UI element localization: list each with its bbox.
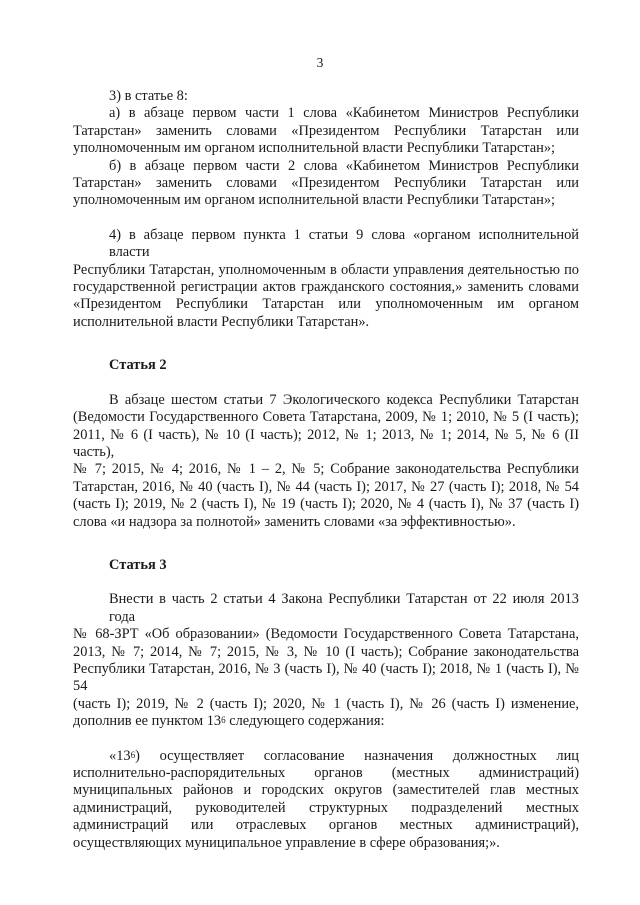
document-body [73, 88, 579, 852]
article-2-line: слова «и надзора за полнотой» заменить словами «за эффективностью». [73, 513, 516, 530]
item-3b-line: Татарстан» заменить словами «Президентом Республики Татарстан или [73, 175, 579, 192]
item-3a-line: Татарстан» заменить словами «Президентом Республики Татарстан или [73, 122, 579, 139]
article-2 [73, 357, 579, 531]
item-4 [73, 227, 579, 331]
item-3a-line: а) в абзаце первом части 1 слова «Кабинетом Министров Республики [109, 105, 579, 122]
article-2-line: (Ведомости Государственного Совета Татарстана, 2009, № 1; 2010, № 5 (I часть); [73, 409, 579, 426]
article-3-line: (часть I); 2019, № 2 (часть I); 2020, № 1 (часть I), № 26 (часть I) изменение, [73, 695, 579, 712]
page-number: 3 [316, 55, 324, 70]
article-3-last-text: дополнив ее пунктом 13 [73, 713, 222, 730]
quote-line: муниципальных районов и городских округов (заместителей глав местных [73, 782, 579, 799]
item-4-line: государственной регистрации актов гражданского состояния,» заменить словами [73, 279, 579, 296]
article-3 [73, 557, 579, 852]
item-3-intro: 3) в статье 8: [109, 88, 188, 104]
article-3-last-tail: следующего содержания: [225, 713, 385, 730]
article-2-heading: Статья 2 [109, 357, 167, 374]
article-2-line: (часть I); 2019, № 2 (часть I), № 19 (часть I); 2020, № 4 (часть I), № 37 (часть I) [73, 496, 579, 513]
item-3b-line: б) в абзаце первом части 2 слова «Кабинетом Министров Республики [109, 157, 579, 174]
item-4-line: 4) в абзаце первом пункта 1 статьи 9 слова «органом исполнительной власти [109, 226, 579, 261]
superscript-6: 6 [221, 715, 226, 726]
article-2-line: В абзаце шестом статьи 7 Экологического кодекса Республики Татарстан [109, 391, 579, 408]
quote-line-first [73, 748, 579, 765]
article-3-line: № 68-ЗРТ «Об образовании» (Ведомости Государственного Совета Татарстана, [73, 626, 579, 643]
item-3b-line: уполномоченным им органом исполнительной власти Республики Татарстан»; [73, 192, 556, 209]
article-3-line: Внести в часть 2 статьи 4 Закона Республики Татарстан от 22 июля 2013 года [109, 591, 579, 625]
quote-open: «13 [109, 747, 131, 764]
item-4-line: исполнительной власти Республики Татарстан». [73, 313, 370, 330]
quote-line: исполнительно-распорядительных органов (местных администраций) [73, 765, 579, 781]
article-3-line-last [73, 713, 579, 730]
article-3-line: 2013, № 7; 2014, № 7; 2015, № 3, № 10 (I часть); Собрание законодательства [73, 643, 579, 660]
new-point-13-6 [73, 748, 579, 852]
article-2-line: 2011, № 6 (I часть), № 10 (I часть); 2012, № 1; 2013, № 1; 2014, № 5, № 6 (II часть), [73, 426, 579, 460]
superscript-6: 6 [130, 749, 136, 760]
quote-line: осуществляющих муниципальное управление в сфере образования;». [73, 834, 500, 851]
quote-line: администраций, руководителей структурных подразделений местных [73, 799, 579, 816]
quote-line: администраций или отраслевых органов местных администраций), [73, 817, 579, 834]
article-3-line: Республики Татарстан, 2016, № 3 (часть I), № 40 (часть I); 2018, № 1 (часть I), № 54 [73, 660, 579, 695]
item-3 [73, 88, 579, 210]
item-3a-line: уполномоченным им органом исполнительной власти Республики Татарстан»; [73, 140, 556, 157]
article-3-heading: Статья 3 [109, 556, 167, 573]
item-4-line: «Президентом Республики Татарстан или уполномоченным им органом [73, 296, 579, 313]
article-2-line: № 7; 2015, № 4; 2016, № 1 – 2, № 5; Собрание законодательства Республики [73, 461, 579, 478]
item-4-line: Республики Татарстан, уполномоченным в области управления деятельностью по [73, 261, 579, 278]
quote-first-rest: ) осуществляет согласование назначения должностных лиц [135, 747, 579, 764]
article-2-line: Татарстан, 2016, № 40 (часть I), № 44 (часть I); 2017, № 27 (часть I); 2018, № 54 [73, 478, 579, 495]
